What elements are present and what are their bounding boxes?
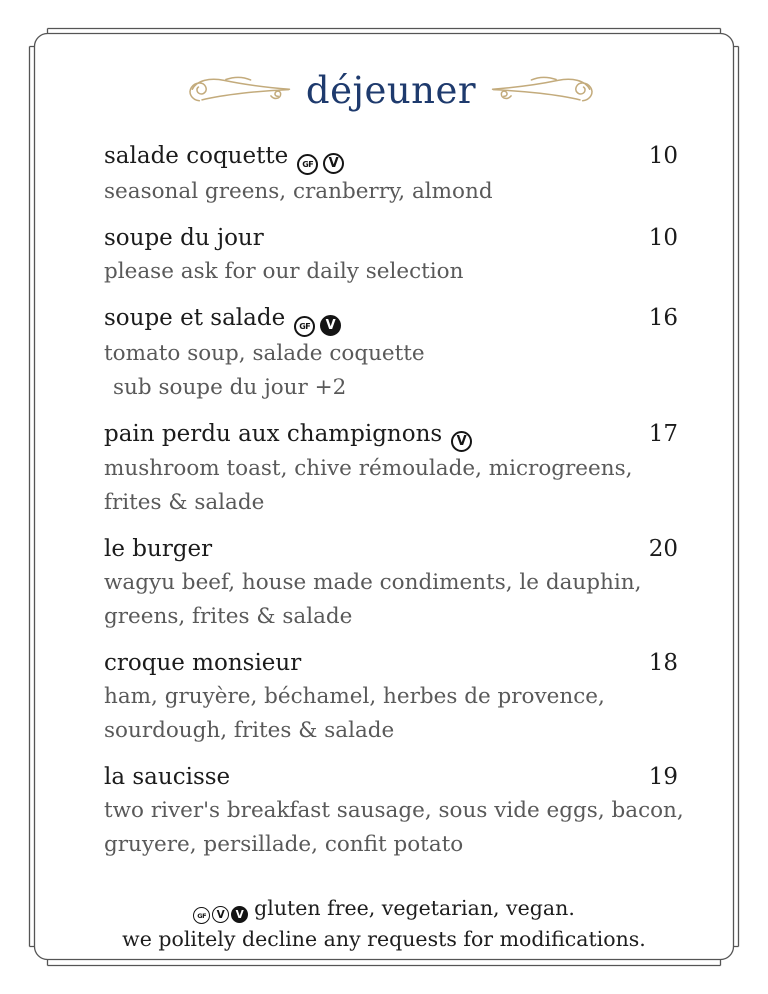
item-price: 17 (648, 421, 678, 447)
menu-item-la-saucisse (104, 760, 684, 862)
item-description: ham, gruyère, béchamel, herbes de provence, (104, 683, 605, 709)
menu-item-pain-perdu (104, 417, 678, 520)
item-description: seasonal greens, cranberry, almond (104, 179, 493, 204)
vegetarian-icon: V (451, 431, 472, 452)
vegetarian-icon: V (323, 153, 344, 174)
item-name: le burger (104, 535, 213, 562)
item-head (104, 221, 678, 255)
item-description: greens, frites & salade (104, 603, 353, 629)
item-description: two river's breakfast sausage, sous vide eggs, bacon, (104, 797, 684, 823)
item-head (104, 139, 678, 175)
item-description: gruyere, persillade, confit potato (104, 831, 464, 857)
item-price: 10 (648, 225, 678, 251)
item-head (104, 760, 678, 794)
legend-text: gluten free, vegetarian, vegan. (254, 896, 575, 920)
gluten-free-icon: GF (193, 907, 210, 924)
menu-item-croque-monsieur (104, 646, 678, 748)
item-price: 18 (648, 649, 678, 676)
item-head (104, 646, 678, 680)
item-description: wagyu beef, house made condiments, le dauphin, (104, 569, 642, 595)
menu-item-le-burger (104, 532, 678, 634)
menu-footer (0, 893, 768, 954)
item-description: mushroom toast, chive rémoulade, microgreens, (104, 455, 633, 481)
dietary-legend (0, 893, 768, 924)
vegan-icon: V (231, 906, 248, 923)
vegan-icon: V (320, 315, 341, 336)
item-description: please ask for our daily selection (104, 259, 464, 284)
item-name: soupe du jour (104, 225, 264, 251)
item-description: sourdough, frites & salade (104, 717, 395, 743)
page-title: déjeuner (305, 69, 477, 112)
item-price: 19 (648, 763, 678, 790)
item-price: 16 (648, 305, 678, 331)
item-description: tomato soup, salade coquette (104, 341, 425, 366)
item-name: soupe et salade GF V (104, 301, 341, 337)
menu-content (104, 68, 684, 874)
item-head (104, 301, 678, 337)
right-flourish-ornament (489, 75, 595, 107)
left-flourish-ornament (187, 75, 293, 107)
title-row (104, 68, 678, 114)
item-description-sub: sub soupe du jour +2 (113, 375, 347, 400)
menu-item-soupe-et-salade (104, 301, 678, 405)
item-head (104, 417, 678, 452)
item-description: frites & salade (104, 489, 265, 515)
item-name: croque monsieur (104, 649, 302, 676)
item-name: la saucisse (104, 763, 231, 790)
menu-item-salade-coquette (104, 139, 678, 209)
item-name: salade coquette GF V (104, 139, 344, 175)
menu-item-soupe-du-jour (104, 221, 678, 289)
modifications-note: we politely decline any requests for modifications. (122, 927, 646, 952)
item-price: 10 (648, 143, 678, 169)
item-head (104, 532, 678, 566)
item-name: pain perdu aux champignons V (104, 417, 472, 452)
vegetarian-icon: V (212, 906, 229, 923)
item-price: 20 (648, 535, 678, 562)
gluten-free-icon: GF (297, 154, 318, 175)
gluten-free-icon: GF (294, 316, 315, 337)
